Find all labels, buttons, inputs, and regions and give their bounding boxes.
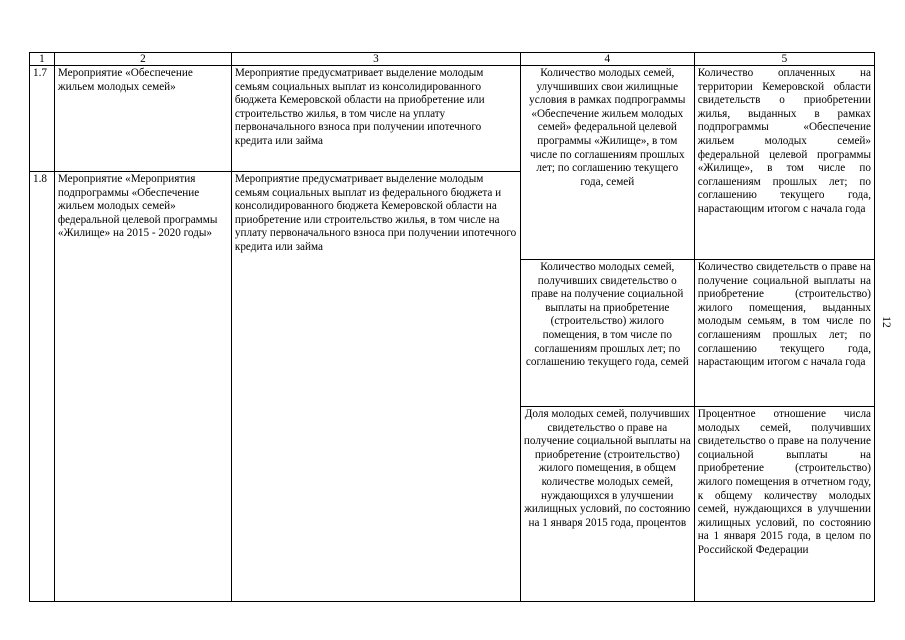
page-number: 12	[879, 316, 892, 328]
measures-table	[29, 52, 875, 602]
row-number: 1.8	[30, 172, 55, 602]
indicator-cell: Количество молодых семей, улучшивших свои жилищные условия в рамках подпрограммы «Обеспечение жильем молодых семей» федеральной целевой программы «Жилище», в том числе по соглашениям прошлых лет; по соглашению текущего года, семей	[520, 66, 694, 260]
result-cell: Процентное отношение числа молодых семей, получивших свидетельство о праве на получение социальной выплаты на приобретение (строительство) жилого помещения в отчетном году, к общему количеству молодых семей, нуждающихся в улучшении жилищных условий, по состоянию на 1 января 2015 года, в целом по Российской Федерации	[694, 407, 874, 602]
result-cell: Количество свидетельств о праве на получение социальной выплаты на приобретение (строительство) жилого помещения, выданных молодым семьям, в том числе по соглашениям прошлых лет; по соглашению текущего года, нарастающим итогом с начала года	[694, 260, 874, 407]
table-header-row	[30, 53, 875, 66]
table-row	[30, 66, 875, 172]
column-header: 2	[54, 53, 231, 66]
row-number: 1.7	[30, 66, 55, 172]
indicator-cell: Доля молодых семей, получивших свидетельство о праве на получение социальной выплаты на приобретение (строительство) жилого помещения, в общем количестве молодых семей, нуждающихся в улучшении жилищных условий, по состоянию на 1 января 2015 года, процентов	[520, 407, 694, 602]
result-cell: Количество оплаченных на территории Кемеровской области свидетельств о приобретении жилья, выданных в рамках подпрограммы «Обеспечение жильем молодых семей» федеральной целевой программы «Жилище», в том числе по соглашениям прошлых лет; по соглашению текущего года, нарастающим итогом с начала года	[694, 66, 874, 260]
column-header: 3	[231, 53, 520, 66]
measure-description: Мероприятие предусматривает выделение молодым семьям социальных выплат из федерального бюджета и консолидированного бюджета Кемеровской области на приобретение или строительство жилья, в том числе на уплату первоначального взноса при получении ипотечного кредита или займа	[231, 172, 520, 602]
measure-name: Мероприятие «Обеспечение жильем молодых семей»	[54, 66, 231, 172]
column-header: 1	[30, 53, 55, 66]
column-header: 4	[520, 53, 694, 66]
indicator-cell: Количество молодых семей, получивших свидетельство о праве на получение социальной выплаты на приобретение (строительство) жилого помещения, в том числе по соглашениям прошлых лет; по соглашению текущего года, семей	[520, 260, 694, 407]
measure-name: Мероприятие «Мероприятия подпрограммы «Обеспечение жильем молодых семей» федеральной целевой программы «Жилище» на 2015 - 2020 годы»	[54, 172, 231, 602]
measure-description: Мероприятие предусматривает выделение молодым семьям социальных выплат из консолидированного бюджета Кемеровской области на приобретение или строительство жилья, в том числе на уплату первоначального взноса при получении ипотечного кредита или займа	[231, 66, 520, 172]
column-header: 5	[694, 53, 874, 66]
